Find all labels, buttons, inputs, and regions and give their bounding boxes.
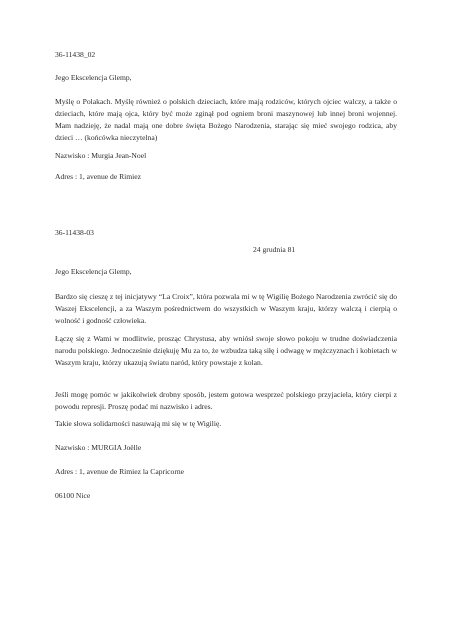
letter1-address: Adres : 1, avenue de Rimiez <box>55 172 142 181</box>
letter1-salutation: Jego Ekscelencja Glemp, <box>55 73 132 82</box>
letter1-reference: 36-11438_02 <box>55 50 96 59</box>
letter2-paragraph-4: Takie słowa solidarności nasuwają mi się w tę Wigilię. <box>55 419 222 428</box>
letter2-paragraph-1: Bardzo się cieszę z tej inicjatywy “La Croix”, która pozwala mi w tę Wigilię Bożego Narodzenia zwrócić się do Waszej Ekscelencji, a za Waszym pośrednictwem do wszystkich w Waszym kraju, którzy walczą i cierpią o wolność i godność człowieka. <box>55 292 397 325</box>
letter2-reference: 36-11438-03 <box>55 228 94 237</box>
letter2-city: 06100 Nice <box>55 491 91 500</box>
letter2-address: Adres : 1, avenue de Rimiez la Capricorne <box>55 467 185 476</box>
letter1-name: Nazwisko : Murgia Jean-Noel <box>55 151 147 160</box>
letter2-paragraph-2: Łączę się z Wami w modlitwie, prosząc Chrystusa, aby wniósł swoje słowo pokoju w trudne doświadczenia narodu polskiego. Jednocześnie dziękuję Mu za to, że wzbudza taką siłę i odwagę w mężczyznach i kobietach w Waszym kraju, którzy ukazują światu naród, który powstaje z kolan. <box>55 334 397 367</box>
letter2-date: 24 grudnia 81 <box>253 245 296 254</box>
letter2-name: Nazwisko : MURGIA Joëlle <box>55 443 142 452</box>
letter2-salutation: Jego Ekscelencja Glemp, <box>55 267 132 276</box>
letter1-body: Myślę o Polakach. Myślę również o polskich dzieciach, które mają rodziców, których ojciec walczy, a także o dzieciach, które mają ojca, który być może zginął pod ogniem broni maszynowej lub innej broni wojennej. Mam nadzieję, że nadal mają one dobre święta Bożego Narodzenia, starając się mieć swojego rodzica, aby dzieci … (końcówka nieczytelna) <box>55 97 397 142</box>
letter2-paragraph-3: Jeśli mogę pomóc w jakikolwiek drobny sposób, jestem gotowa wesprzeć polskiego przyjaciela, który cierpi z powodu represji. Proszę podać mi nazwisko i adres. <box>55 390 397 411</box>
